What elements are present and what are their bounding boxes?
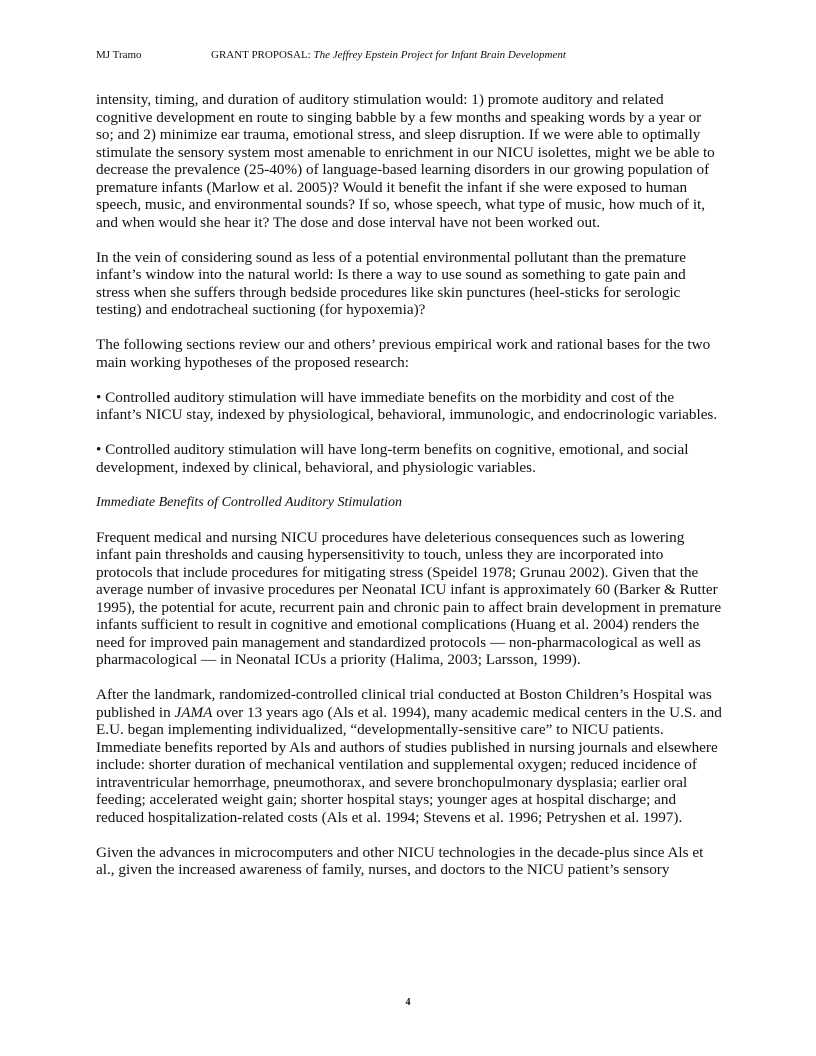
paragraph-7-part-1: After the landmark, randomized-controlled clinical trial conducted at Boston Children’s Hospital was published in — [96, 686, 712, 721]
header-title-prefix: GRANT PROPOSAL: — [211, 49, 314, 61]
paragraph-2: In the vein of considering sound as less of a potential environmental pollutant than the premature infant’s window into the natural world: Is there a way to use sound as something to gate pain and stress when she suffers through bedside procedures like skin punctures (heel-sticks for serologic testing) and endotracheal suctioning (for hypoxemia)? — [96, 248, 687, 318]
paragraph-6: Frequent medical and nursing NICU procedures have deleterious consequences such as lowering infant pain thresholds and causing hypersensitivity to touch, unless they are incorporated into protocols that include procedures for mitigating stress (Speidel 1978; Grunau 2002). Given that the average number of invasive procedures per Neonatal ICU infant is approximately 60 (Barker & Rutter 1995), the potential for acute, recurrent pain and chronic pain to affect brain development in premature infants sufficient to result in cognitive and emotional complications (Huang et al. 2004) renders the need for improved pain management and standardized protocols — non-pharmacological as well as pharmacological — in Neonatal ICUs a priority (Halima, 2003; Larsson, 1999). — [96, 528, 722, 668]
header-title — [211, 49, 566, 62]
paragraph-7-part-2: over 13 years ago (Als et al. 1994), many academic medical centers in the U.S. and E.U. began implementing individualized, “developmentally-sensitive care” to NICU patients. Immediate benefits reported by Als and authors of studies published in nursing journals and elsewhere include: shorter duration of mechanical ventilation and supplemental oxygen; reduced incidence of intraventricular hemorrhage, pneumothorax, and severe bronchopulmonary dysplasia; earlier oral feeding; accelerated weight gain; shorter hospital stays; younger ages at hospital discharge; and reduced hospitalization-related costs (Als et al. 1994; Stevens et al. 1996; Petryshen et al. 1997). — [96, 703, 722, 826]
bullet-hypothesis-2: • Controlled auditory stimulation will have long-term benefits on cognitive, emotional, and social development, indexed by clinical, behavioral, and physiologic variables. — [96, 441, 689, 476]
document-body — [96, 91, 722, 896]
paragraph-3: The following sections review our and others’ previous empirical work and rational bases for the two main working hypotheses of the proposed research: — [96, 336, 711, 371]
paragraph-7 — [96, 686, 722, 826]
page-number: 4 — [405, 997, 411, 1008]
paragraph-1: intensity, timing, and duration of auditory stimulation would: 1) promote auditory and related cognitive development en route to singing babble by a few months and speaking words by a year or so; and 2) minimize ear trauma, emotional stress, and sleep disruption. If we were able to optimally stimulate the sensory system most amenable to enrichment in our NICU isolettes, might we be able to decrease the prevalence (25-40%) of language-based learning disorders in our growing population of premature infants (Marlow et al. 2005)? Would it benefit the infant if she were exposed to human speech, music, and environmental sounds? If so, whose speech, what type of music, how much of it, and when would she hear it? The dose and dose interval have not been worked out. — [96, 91, 715, 231]
bullet-hypothesis-1: • Controlled auditory stimulation will have immediate benefits on the morbidity and cost of the infant’s NICU stay, indexed by physiological, behavioral, immunologic, and endocrinologic variables. — [96, 388, 718, 423]
section-heading: Immediate Benefits of Controlled Auditory Stimulation — [96, 494, 403, 510]
header-author: MJ Tramo — [96, 49, 142, 61]
header-title-italic: The Jeffrey Epstein Project for Infant Brain Development — [313, 49, 566, 61]
paragraph-8: Given the advances in microcomputers and other NICU technologies in the decade-plus since Als et al., given the increased awareness of family, nurses, and doctors to the NICU patient’s sensory — [96, 843, 704, 878]
journal-name: JAMA — [174, 703, 213, 721]
